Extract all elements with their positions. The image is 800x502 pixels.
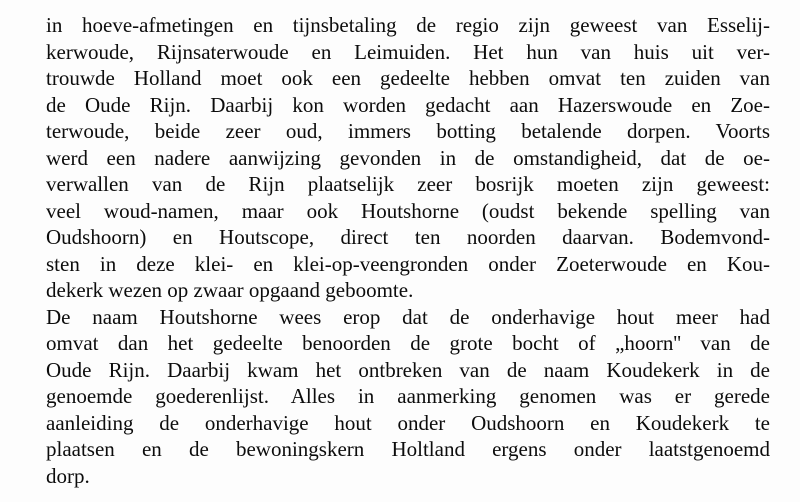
text-line: sten in deze klei- en klei-op-veengronden onder Zoeterwoude en Kou- <box>46 251 770 276</box>
text-line: dorp. <box>46 463 90 488</box>
body-text <box>46 12 770 489</box>
text-line: verwallen van de Rijn plaatselijk zeer bosrijk moeten zijn geweest: <box>46 172 770 196</box>
text-line: omvat dan het gedeelte benoorden de grote bocht of „hoorn'' van de <box>46 331 770 355</box>
text-line: Oude Rijn. Daarbij kwam het ontbreken van de naam Koudekerk in de <box>46 357 770 382</box>
text-line: aanleiding de onderhavige hout onder Oudshoorn en Koudekerk te <box>46 410 770 435</box>
text-line: trouwde Holland moet ook een gedeelte hebben omvat ten zuiden van <box>46 66 770 90</box>
text-line: werd een nadere aanwijzing gevonden in de omstandigheid, dat de oe- <box>46 145 770 170</box>
text-line: kerwoude, Rijnsaterwoude en Leimuiden. Het hun van huis uit ver- <box>46 39 770 64</box>
text-line: dekerk wezen op zwaar opgaand geboomte. <box>46 278 414 302</box>
text-line: de Oude Rijn. Daarbij kon worden gedacht aan Hazerswoude en Zoe- <box>46 92 770 117</box>
text-line: veel woud-namen, maar ook Houtshorne (oudst bekende spelling van <box>46 198 770 223</box>
text-line: Oudshoorn) en Houtscope, direct ten noorden daarvan. Bodemvond- <box>46 225 770 249</box>
text-line: terwoude, beide zeer oud, immers botting betalende dorpen. Voorts <box>46 119 770 143</box>
text-line: genoemde goederenlijst. Alles in aanmerking genomen was er gerede <box>46 384 770 408</box>
text-line: in hoeve-afmetingen en tijnsbetaling de regio zijn geweest van Esselij- <box>46 13 770 37</box>
text-line: De naam Houtshorne wees erop dat de onderhavige hout meer had <box>46 304 770 329</box>
text-line: plaatsen en de bewoningskern Holtland ergens onder laatstgenoemd <box>46 437 770 461</box>
